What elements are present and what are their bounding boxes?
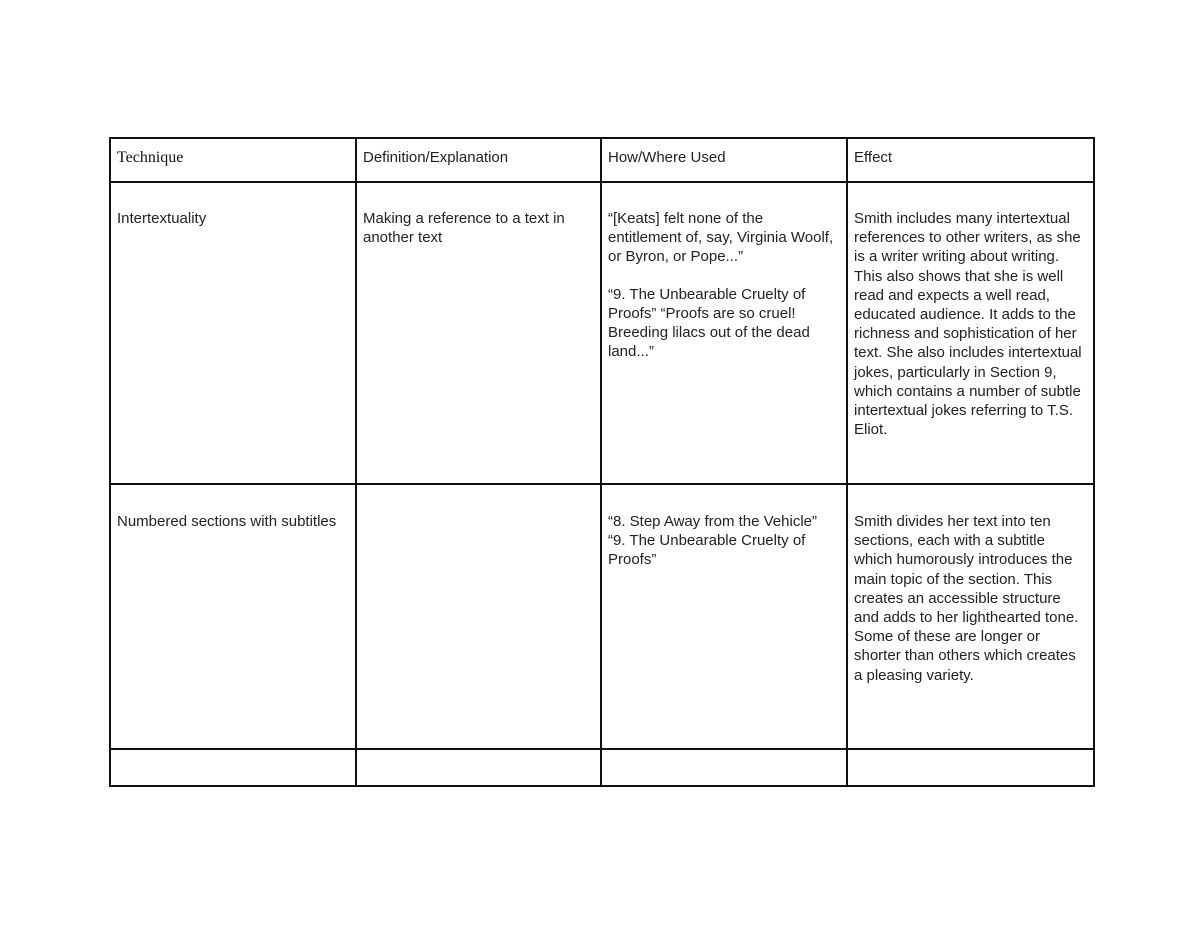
effect-text: Smith includes many intertextual references to other writers, as she is a writer writing about writing. This also shows that she is well read and expects a well read, educated audience. It adds to the richness and sophistication of her text. She also includes intertextual jokes, particularly in Section 9, which contains a number of subtle intertextual jokes referring to T.S. Eliot. xyxy=(854,210,1082,439)
table-row xyxy=(110,484,1094,749)
how-used-quote: “9. The Unbearable Cruelty of Proofs” “Proofs are so cruel! Breeding lilacs out of the dead land...” xyxy=(608,285,814,361)
definition-cell xyxy=(356,484,601,749)
how-used-cell xyxy=(601,484,847,749)
how-used-cell xyxy=(601,182,847,484)
technique-cell xyxy=(110,749,356,786)
table-row xyxy=(110,182,1094,484)
effect-cell xyxy=(847,484,1094,749)
techniques-table xyxy=(109,137,1095,787)
technique-cell xyxy=(110,182,356,484)
how-used-quote: “8. Step Away from the Vehicle” xyxy=(608,513,817,530)
how-used-quote: “9. The Unbearable Cruelty of Proofs” xyxy=(608,532,810,569)
table-header-row xyxy=(110,138,1094,182)
header-technique-label: Technique xyxy=(117,149,184,166)
definition-cell xyxy=(356,749,601,786)
definition-text: Making a reference to a text in another text xyxy=(363,210,565,247)
header-definition-label: Definition/Explanation xyxy=(363,149,509,166)
header-technique xyxy=(110,138,356,182)
effect-text: Smith divides her text into ten sections, each with a subtitle which humorously introduces the main topic of the section. This creates an accessible structure and adds to her lighthearted tone. Some of these are longer or shorter than others which creates a pleasing variety. xyxy=(854,513,1079,684)
technique-cell xyxy=(110,484,356,749)
how-used-cell xyxy=(601,749,847,786)
technique-text: Numbered sections with subtitles xyxy=(117,513,337,530)
header-effect-label: Effect xyxy=(854,149,893,166)
effect-cell xyxy=(847,749,1094,786)
technique-text: Intertextuality xyxy=(117,210,207,227)
table-row xyxy=(110,749,1094,786)
header-how-used-label: How/Where Used xyxy=(608,149,726,166)
effect-cell xyxy=(847,182,1094,484)
how-used-quote: “[Keats] felt none of the entitlement of, say, Virginia Woolf, or Byron, or Pope...” xyxy=(608,210,838,266)
definition-cell xyxy=(356,182,601,484)
header-how-used xyxy=(601,138,847,182)
header-definition xyxy=(356,138,601,182)
paragraph-gap xyxy=(608,267,840,285)
header-effect xyxy=(847,138,1094,182)
